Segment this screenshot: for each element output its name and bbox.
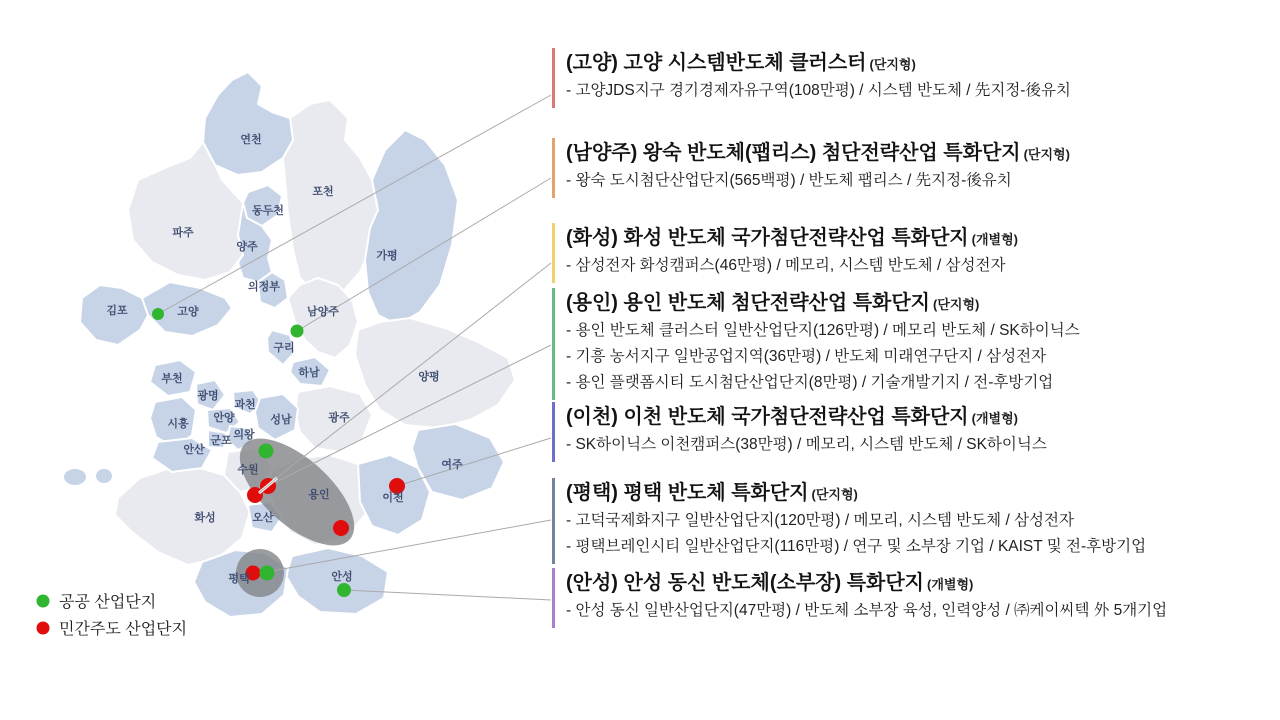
cluster-title-text: (남양주) 왕숙 반도체(팹리스) 첨단전략산업 특화단지 xyxy=(566,142,1021,164)
cluster-title-text: (평택) 평택 반도체 특화단지 xyxy=(566,482,809,504)
cluster-type-label: (단지형) xyxy=(1023,147,1070,162)
map-region-label: 의왕 xyxy=(233,429,255,441)
marker-public-yongin xyxy=(259,444,274,459)
marker-public-namyangju xyxy=(291,325,304,338)
map-region-label: 여주 xyxy=(441,459,463,471)
cluster-detail: - 안성 동신 일반산업단지(47만평) / 반도체 소부장 육성, 인력양성 / ㈜케이씨텍 外 5개기업 xyxy=(566,602,1168,619)
island xyxy=(63,468,87,486)
cluster-type-label: (단지형) xyxy=(869,57,916,72)
cluster-title-text: (용인) 용인 반도체 첨단전략산업 특화단지 xyxy=(566,292,930,314)
map-region-label: 하남 xyxy=(298,367,320,379)
cluster-title-text: (안성) 안성 동신 반도체(소부장) 특화단지 xyxy=(566,572,924,594)
island xyxy=(95,468,113,484)
map-region-label: 구리 xyxy=(273,342,295,354)
map-region xyxy=(283,100,378,296)
map-region-label: 의정부 xyxy=(248,281,280,293)
map-region-label: 과천 xyxy=(234,399,256,411)
cluster-title-text: (화성) 화성 반도체 국가첨단전략산업 특화단지 xyxy=(566,227,969,249)
cluster-detail: - 고덕국제화지구 일반산업단지(120만평) / 메모리, 시스템 반도체 / 삼성전자 xyxy=(566,512,1074,529)
marker-private-yongin-cluster xyxy=(333,520,349,536)
cluster-type-label: (단지형) xyxy=(933,297,980,312)
map-region-label: 안산 xyxy=(183,444,205,456)
map-region xyxy=(288,278,358,358)
legend-private-label: 민간주도 산업단지 xyxy=(59,621,188,638)
marker-private-hwaseong xyxy=(247,487,263,503)
map-region-label: 부천 xyxy=(161,373,183,385)
map-region-label: 양주 xyxy=(236,241,258,253)
map-region-label: 가평 xyxy=(376,250,398,262)
legend-public-label: 공공 산업단지 xyxy=(59,594,157,611)
cluster-title-text: (고양) 고양 시스템반도체 클러스터 xyxy=(566,52,867,74)
cluster-detail: - 왕숙 도시첨단산업단지(565백평) / 반도체 팹리스 / 先지정-後유치 xyxy=(566,172,1012,189)
cluster-title-text: (이천) 이천 반도체 국가첨단전략산업 특화단지 xyxy=(566,406,969,428)
cluster-detail: - 고양JDS지구 경기경제자유구역(108만평) / 시스템 반도체 / 先지정-後유치 xyxy=(566,82,1071,99)
cluster-type-label: (개별형) xyxy=(971,232,1018,247)
cluster-type-label: (개별형) xyxy=(927,577,974,592)
cluster-detail: - 용인 플랫폼시티 도시첨단산업단지(8만평) / 기술개발기지 / 전-후방기업 xyxy=(566,374,1054,391)
legend-private-dot xyxy=(37,622,50,635)
map-region-label: 고양 xyxy=(177,306,199,318)
legend-public-dot xyxy=(37,595,50,608)
map-region xyxy=(203,72,293,175)
cluster-detail: - 기흥 농서지구 일반공업지역(36만평) / 반도체 미래연구단지 / 삼성전자 xyxy=(566,348,1047,365)
cluster-type-label: (개별형) xyxy=(971,411,1018,426)
map-region-label: 김포 xyxy=(106,305,128,317)
map-region-label: 광명 xyxy=(197,390,219,402)
map-region-label: 포천 xyxy=(312,186,334,198)
cluster-detail: - 용인 반도체 클러스터 일반산업단지(126만평) / 메모리 반도체 / SK하이닉스 xyxy=(566,322,1080,339)
marker-public-goyang xyxy=(152,308,164,320)
map-region-label: 안양 xyxy=(213,412,235,424)
map-region-label: 수원 xyxy=(237,464,259,476)
cluster-type-label: (단지형) xyxy=(811,487,858,502)
map-region-label: 성남 xyxy=(270,414,292,426)
map-region-label: 평택 xyxy=(228,573,250,585)
map-region-label: 이천 xyxy=(382,492,404,504)
map-region-label: 안성 xyxy=(331,571,353,583)
cluster-detail: - SK하이닉스 이천캠퍼스(38만평) / 메모리, 시스템 반도체 / SK하이닉스 xyxy=(566,436,1047,453)
map-region-label: 연천 xyxy=(240,134,262,146)
marker-public-anseong xyxy=(337,583,351,597)
map-region-label: 화성 xyxy=(194,512,216,524)
map-region-label: 군포 xyxy=(210,435,232,447)
map-region-label: 동두천 xyxy=(252,205,284,217)
map-region-label: 남양주 xyxy=(307,306,339,318)
cluster-detail: - 평택브레인시티 일반산업단지(116만평) / 연구 및 소부장 기업 / KAIST 및 전-후방기업 xyxy=(566,538,1147,555)
map-region-label: 용인 xyxy=(308,489,330,501)
cluster-detail: - 삼성전자 화성캠퍼스(46만평) / 메모리, 시스템 반도체 / 삼성전자 xyxy=(566,257,1006,274)
marker-public-pyeongtaek xyxy=(260,566,275,581)
map-region-label: 광주 xyxy=(328,412,350,424)
legend xyxy=(37,592,188,638)
map-region-label: 시흥 xyxy=(167,418,189,430)
map-region-label: 양평 xyxy=(418,371,440,383)
map-region-label: 파주 xyxy=(172,227,194,239)
map-region xyxy=(365,130,458,325)
map-region-label: 오산 xyxy=(252,512,274,524)
